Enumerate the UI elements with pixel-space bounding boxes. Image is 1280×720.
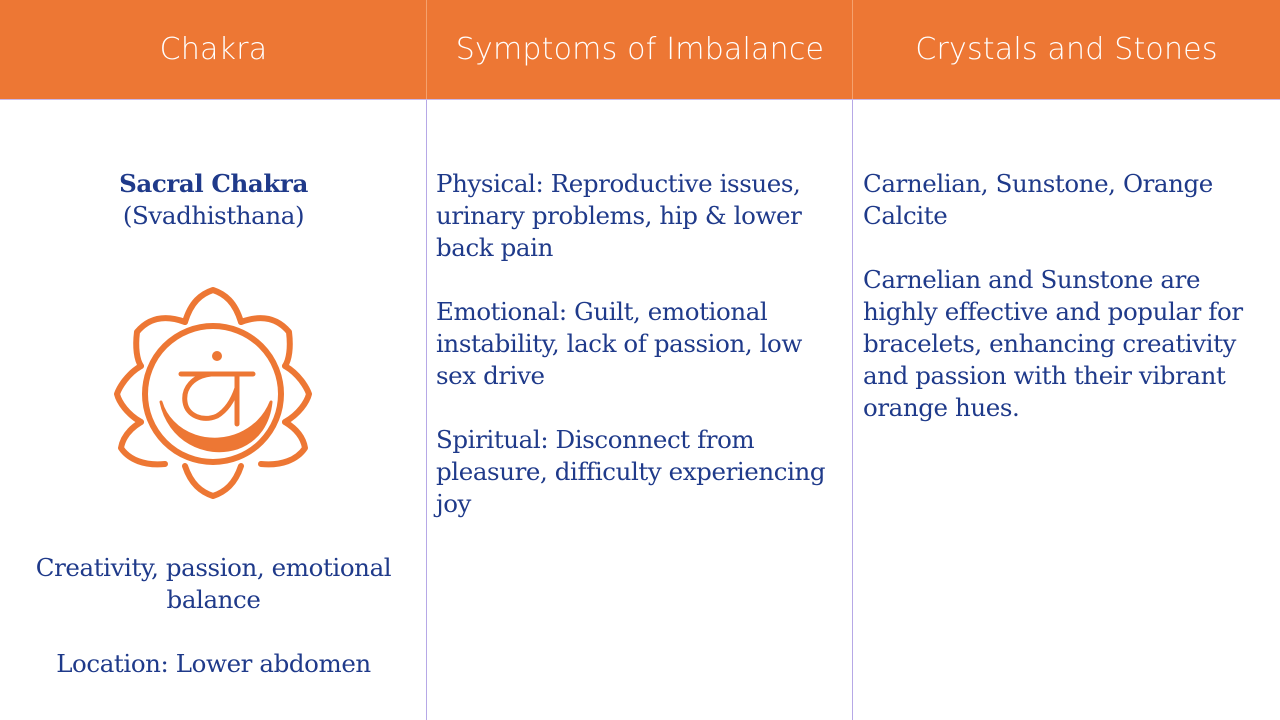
header-chakra: Chakra — [159, 32, 268, 67]
table-header-row — [0, 0, 1280, 100]
header-symptoms: Symptoms of Imbalance — [455, 32, 825, 67]
crystals-list: Carnelian, Sunstone, Orange Calcite — [863, 169, 1213, 230]
header-crystals: Crystals and Stones — [915, 32, 1218, 67]
chakra-qualities: Creativity, passion, emotional balance — [35, 553, 392, 614]
symptom-spiritual: Spiritual: Disconnect from pleasure, difficulty experiencing joy — [436, 425, 826, 518]
symptoms-cell — [436, 168, 844, 520]
chakra-title-cell — [0, 168, 427, 232]
chakra-sanskrit-name: (Svadhisthana) — [122, 201, 305, 230]
symptom-physical: Physical: Reproductive issues, urinary problems, hip & lower back pain — [436, 169, 802, 262]
header-divider — [426, 0, 427, 99]
chakra-details-cell — [18, 552, 409, 680]
chakra-location: Location: Lower abdomen — [56, 649, 371, 678]
column-divider — [852, 100, 853, 720]
sacral-chakra-lotus-icon — [113, 284, 313, 504]
header-divider — [852, 0, 853, 99]
crystals-note: Carnelian and Sunstone are highly effective and popular for bracelets, enhancing creativity and passion with their vibrant orange hues. — [863, 265, 1243, 422]
chakra-name: Sacral Chakra — [119, 169, 308, 198]
crystals-cell — [863, 168, 1271, 424]
symptom-emotional: Emotional: Guilt, emotional instability, lack of passion, low sex drive — [436, 297, 802, 390]
